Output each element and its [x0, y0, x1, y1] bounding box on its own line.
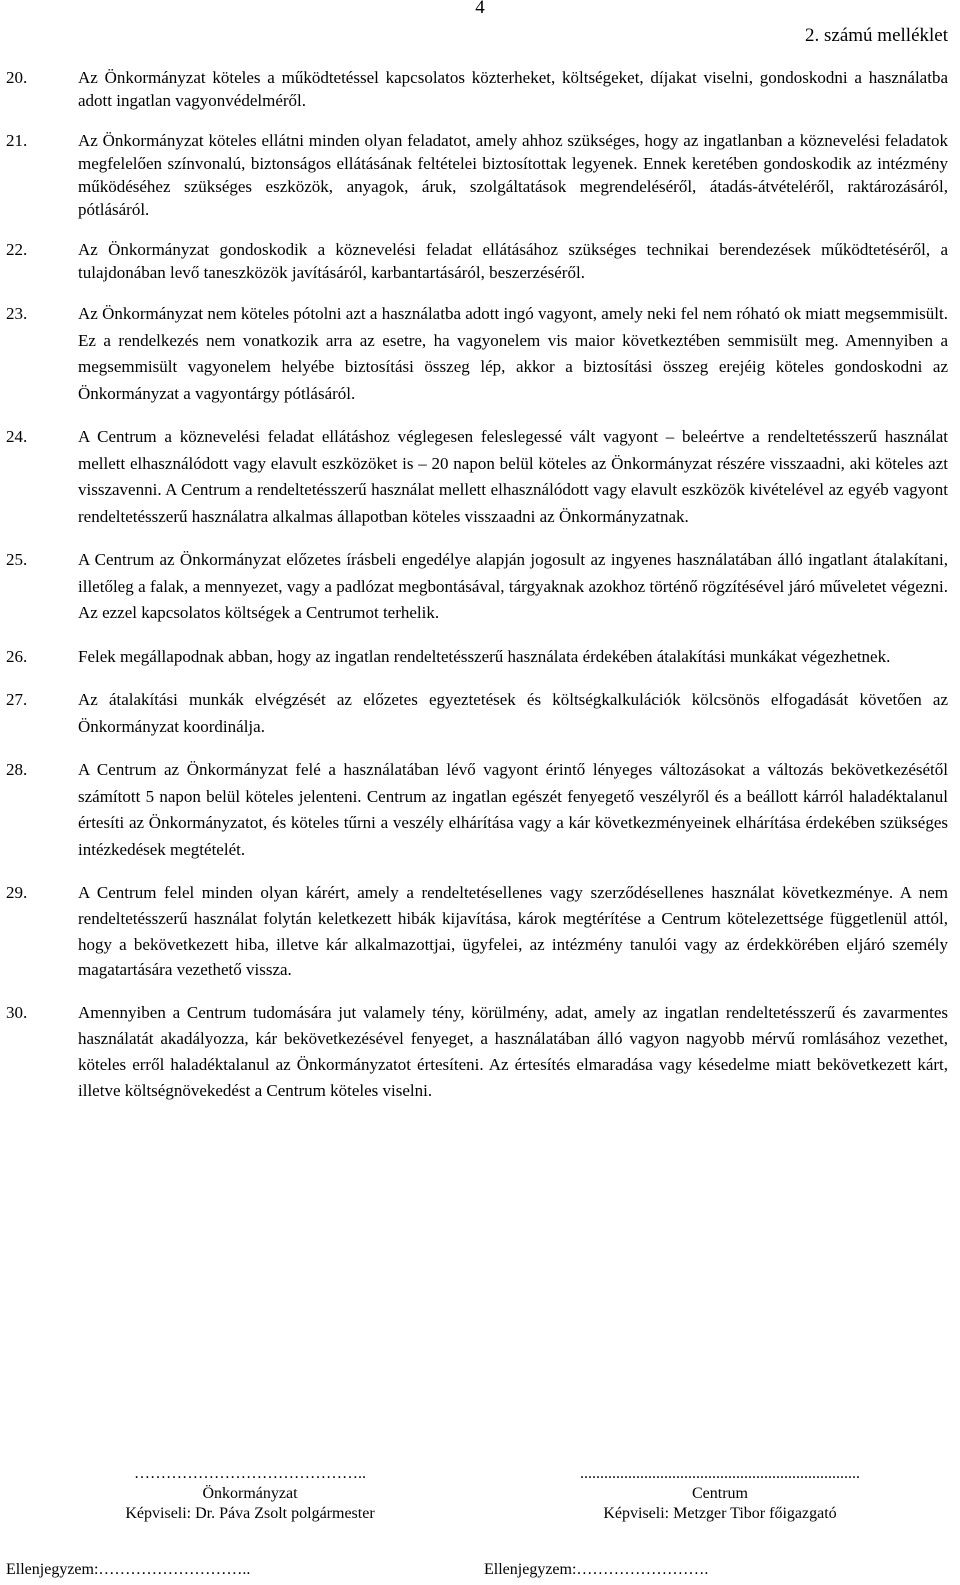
clause-number: 28. — [6, 760, 28, 779]
clause-item — [6, 644, 948, 671]
signature-right — [520, 1464, 920, 1524]
clause-number: 22. — [6, 240, 28, 259]
signature-party: Önkormányzat — [202, 1485, 298, 1502]
clause-text: Az Önkormányzat köteles ellátni minden olyan feladatot, amely ahhoz szükséges, hogy az ingatlanban a köznevelési feladatok megfelelően színvonalú, biztonságos ellátásának feltételei biztosítottak legyenek. Ennek keretében gondoskodik az intézmény működéséhez szükséges eszközök, anyagok, áruk, szolgáltatások megrendeléséről, átadás-átvételéről, raktározásáról, pótlásáról. — [78, 131, 948, 219]
clause-number: 23. — [6, 304, 28, 323]
clause-text: Az Önkormányzat gondoskodik a köznevelési feladat ellátásához szükséges technikai berendezések működtetéséről, a tulajdonában levő taneszközök javításáról, karbantartásáról, beszerzéséről. — [78, 240, 948, 282]
clause-item — [6, 301, 948, 407]
clause-item — [6, 757, 948, 863]
clause-item — [6, 238, 948, 284]
clause-number: 24. — [6, 427, 28, 446]
clause-text: Az átalakítási munkák elvégzését az előzetes egyeztetések és költségkalkulációk kölcsönös elfogadását követően az Önkormányzat koordinálja. — [78, 690, 948, 736]
clause-text: A Centrum az Önkormányzat előzetes írásbeli engedélye alapján jogosult az ingyenes használatában álló ingatlant átalakítani, illetőleg a falak, a mennyezet, vagy a padlózat megbontásával, tárgyaknak azokhoz történő rögzítésével járó műveletet végezni. Az ezzel kapcsolatos költségek a Centrumot terhelik. — [78, 550, 948, 622]
clause-number: 26. — [6, 646, 28, 666]
clause-number: 25. — [6, 550, 28, 569]
clause-item — [6, 66, 948, 112]
annex-label: 2. számú melléklet — [805, 25, 948, 46]
signature-representative: Képviseli: Metzger Tibor főigazgató — [603, 1505, 837, 1522]
page-number: 4 — [475, 0, 485, 18]
clause-item — [6, 547, 948, 627]
signature-left — [60, 1464, 440, 1524]
clause-number: 29. — [6, 883, 28, 902]
clause-item — [6, 1000, 948, 1103]
clause-text: Az Önkormányzat nem köteles pótolni azt a használatba adott ingó vagyont, amely neki fel nem róható ok miatt megsemmisült. Ez a rendelkezés nem vonatkozik arra az esetre, ha vagyonelem vis maior következtében semmisült meg. Amennyiben a megsemmisült vagyonelem helyébe biztosítási összeg lép, akkor a biztosítási összeg erejéig köteles gondoskodni az Önkormányzat a vagyontárgy pótlásáról. — [78, 304, 948, 403]
countersign-left: Ellenjegyzem:……………………….. — [6, 1561, 251, 1578]
clause-item — [6, 424, 948, 530]
countersign-right: Ellenjegyzem:……………………. — [484, 1561, 709, 1578]
clause-text: A Centrum felel minden olyan kárért, amely a rendeltetésellenes vagy szerződésellenes használat következménye. A nem rendeltetésszerű használat folytán keletkezett hibák kijavítása, károk megtérítése a Centrum kötelezettsége függetlenül attól, hogy a bekövetkezett hiba, illetve kár alkalmazottjai, ügyfelei, az intézmény tanulói vagy az érdekkörében eljáró személy magatartására vezethető vissza. — [78, 883, 948, 980]
clause-text: Felek megállapodnak abban, hogy az ingatlan rendeltetésszerű használata érdekében átalakítási munkákat végezhetnek. — [78, 646, 891, 666]
clause-item — [6, 129, 948, 221]
clause-number: 30. — [6, 1003, 28, 1023]
signature-party: Centrum — [692, 1485, 748, 1502]
clause-number: 20. — [6, 68, 28, 87]
clause-text: Amennyiben a Centrum tudomására jut valamely tény, körülmény, adat, amely az ingatlan rendeltetésszerű és zavarmentes használatát akadályozza, kár bekövetkezésével fenyeget, a használatában álló vagyon nagyobb mérvű romlásához vezethet, köteles erről haladéktalanul az Önkormányzatot értesíteni. Az értesítés elmaradása vagy késedelme miatt bekövetkezett kárt, illetve költségnövekedést a Centrum köteles viselni. — [78, 1003, 948, 1100]
clause-text: A Centrum a köznevelési feladat ellátáshoz véglegesen feleslegessé vált vagyont – beleértve a rendeltetésszerű használat mellett elhasználódott vagy elavult eszközöket is – 20 napon belül köteles az Önkormányzat részére visszaadni, aki köteles azt visszavenni. A Centrum a rendeltetésszerű használat mellett elhasználódott vagy elavult eszközök kivételével az egyéb vagyont rendeltetésszerű használatra alkalmas állapotban köteles visszaadni az Önkormányzatnak. — [78, 427, 948, 526]
clause-item — [6, 880, 948, 983]
clause-text: Az Önkormányzat köteles a működtetéssel kapcsolatos közterheket, költségeket, díjakat viselni, gondoskodni a használatba adott ingatlan vagyonvédelméről. — [78, 68, 948, 110]
clause-text: A Centrum az Önkormányzat felé a használatában lévő vagyont érintő lényeges változásokat a változás bekövetkezésétől számított 5 napon belül köteles jelenteni. Centrum az ingatlan egészét fenyegető veszélyről és a beállott kárról haladéktalanul értesíti az Önkormányzatot, és köteles tűrni a veszély elhárítása vagy a kár következményeinek elhárítása érdekében szükséges intézkedések megtételét. — [78, 760, 948, 859]
clause-number: 27. — [6, 690, 28, 709]
signature-line: ...................................................................... — [580, 1465, 860, 1482]
clause-list — [6, 66, 948, 1120]
signature-line: …………………………………….. — [134, 1465, 366, 1482]
clause-number: 21. — [6, 131, 28, 150]
signature-representative: Képviseli: Dr. Páva Zsolt polgármester — [125, 1505, 375, 1522]
clause-item — [6, 687, 948, 740]
